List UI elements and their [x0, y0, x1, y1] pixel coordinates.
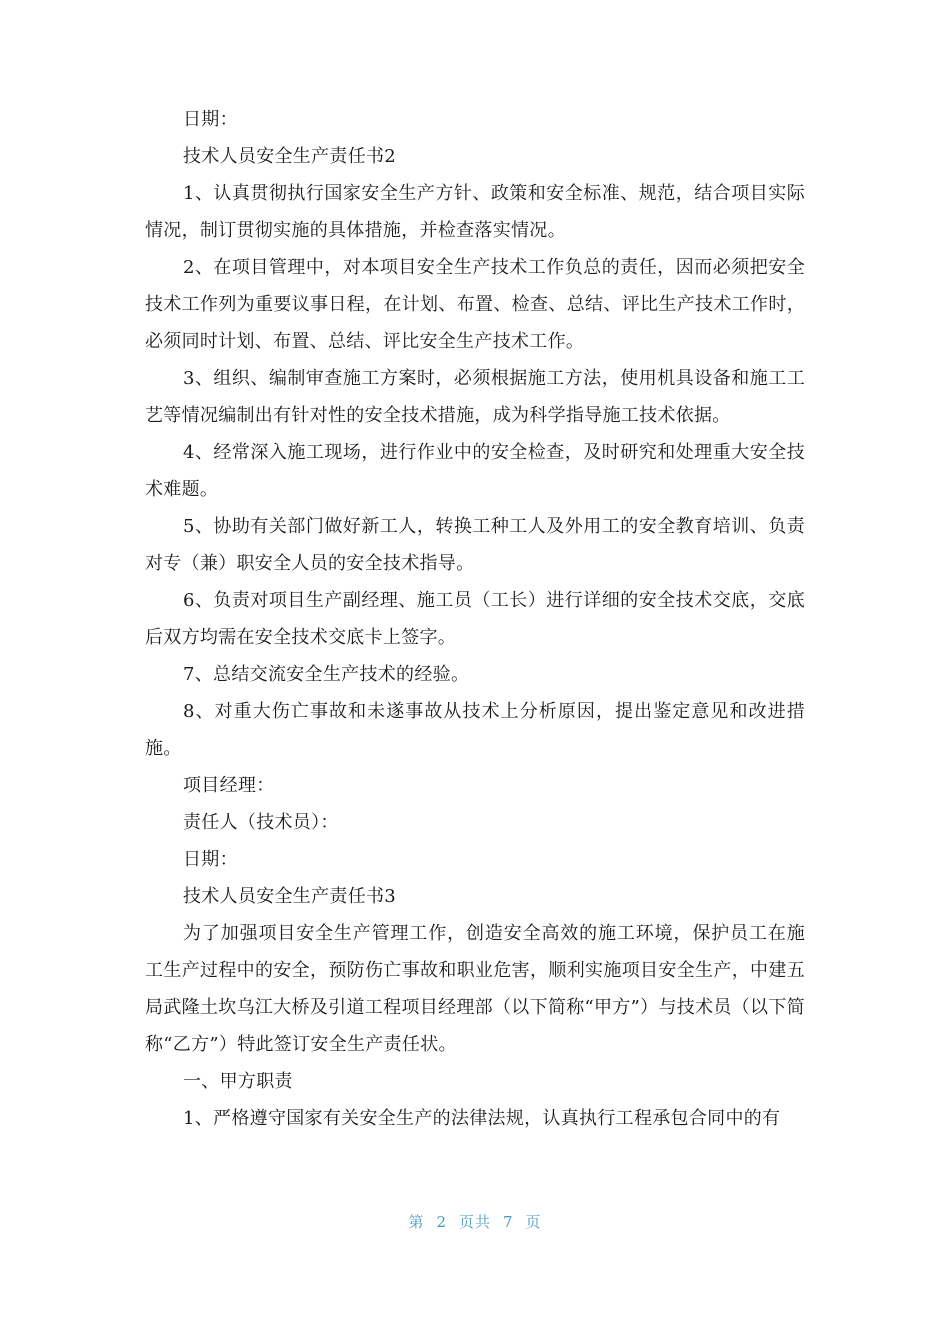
duty-item-4: 4、经常深入施工现场，进行作业中的安全检查，及时研究和处理重大安全技术难题。: [145, 442, 805, 500]
intro-paragraph: 为了加强项目安全生产管理工作，创造安全高效的施工环境，保护员工在施工生产过程中的安全，预防伤亡事故和职业危害，顺利实施项目安全生产，中建五局武隆土坎乌江大桥及引道工程项目经理部（以下简称“甲方”）与技术员（以下简称“乙方”）特此签订安全生产责任状。: [145, 923, 805, 1055]
section-title-3: 技术人员安全生产责任书3: [183, 886, 397, 907]
party-a-item-1: 1、严格遵守国家有关安全生产的法律法规，认真执行工程承包合同中的有: [183, 1108, 781, 1129]
date-label-2: 日期：: [183, 849, 238, 870]
page-footer: [0, 1211, 950, 1232]
responsible-person-signature: 责任人（技术员）：: [183, 812, 339, 833]
project-manager-signature: 项目经理：: [183, 775, 275, 796]
heading-party-a-duties: 一、甲方职责: [183, 1071, 293, 1092]
footer-page-number: 2: [436, 1213, 447, 1231]
section-title-2: 技术人员安全生产责任书2: [183, 146, 397, 167]
footer-middle: 页共: [458, 1213, 491, 1231]
duty-item-8: 8、对重大伤亡事故和未遂事故从技术上分析原因，提出鉴定意见和改进措施。: [145, 701, 805, 759]
footer-suffix: 页: [525, 1213, 542, 1231]
footer-total-pages: 7: [503, 1213, 514, 1231]
footer-prefix: 第: [408, 1213, 425, 1231]
document-body: [145, 101, 805, 1137]
duty-item-1: 1、认真贯彻执行国家安全生产方针、政策和安全标准、规范，结合项目实际情况，制订贯彻实施的具体措施，并检查落实情况。: [145, 183, 805, 241]
duty-item-2: 2、在项目管理中，对本项目安全生产技术工作负总的责任，因而必须把安全技术工作列为重要议事日程，在计划、布置、检查、总结、评比生产技术工作时，必须同时计划、布置、总结、评比安全生产技术工作。: [145, 257, 805, 352]
duty-item-5: 5、协助有关部门做好新工人，转换工种工人及外用工的安全教育培训、负责对专（兼）职安全人员的安全技术指导。: [145, 516, 805, 574]
duty-item-7: 7、总结交流安全生产技术的经验。: [183, 664, 470, 685]
duty-item-3: 3、组织、编制审查施工方案时，必须根据施工方法，使用机具设备和施工工艺等情况编制出有针对性的安全技术措施，成为科学指导施工技术依据。: [145, 368, 805, 426]
duty-item-6: 6、负责对项目生产副经理、施工员（工长）进行详细的安全技术交底，交底后双方均需在安全技术交底卡上签字。: [145, 590, 805, 648]
date-label: 日期：: [183, 109, 238, 130]
